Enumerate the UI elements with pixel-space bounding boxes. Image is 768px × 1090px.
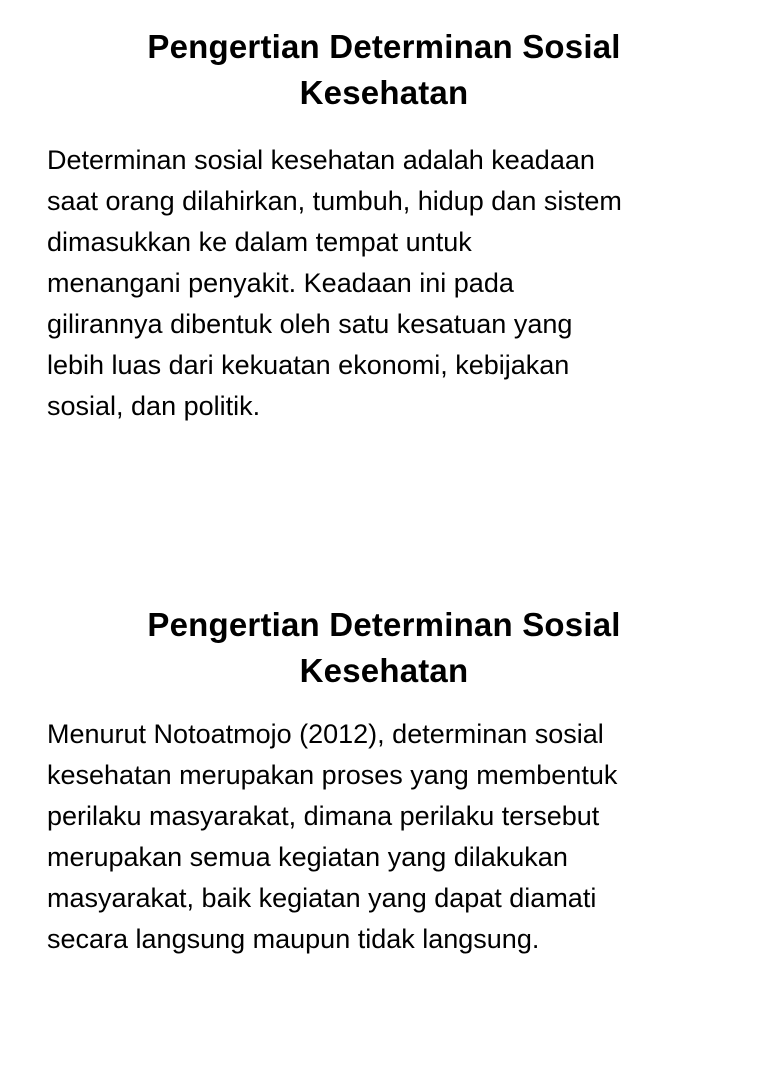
- slide-2: [0, 578, 768, 1090]
- slide-1-body: Determinan sosial kesehatan adalah keadaan saat orang dilahirkan, tumbuh, hidup dan sistem dimasukkan ke dalam tempat untuk menangani penyakit. Keadaan ini pada gilirannya dibentuk oleh satu kesatuan yang lebih luas dari kekuatan ekonomi, kebijakan sosial, dan politik.: [47, 145, 622, 421]
- slide-1: [0, 0, 768, 512]
- slide-1-title: [0, 0, 768, 116]
- slide-2-title-line-1: Pengertian Determinan Sosial: [147, 606, 621, 643]
- slide-2-title-line-2: Kesehatan: [299, 652, 469, 689]
- slide-1-title-line-1: Pengertian Determinan Sosial: [147, 28, 621, 65]
- slide-1-title-line-2: Kesehatan: [299, 74, 469, 111]
- slide-2-body: Menurut Notoatmojo (2012), determinan sosial kesehatan merupakan proses yang membentuk perilaku masyarakat, dimana perilaku tersebut merupakan semua kegiatan yang dilakukan masyarakat, baik kegiatan yang dapat diamati secara langsung maupun tidak langsung.: [47, 719, 618, 954]
- slide-2-title: [0, 578, 768, 694]
